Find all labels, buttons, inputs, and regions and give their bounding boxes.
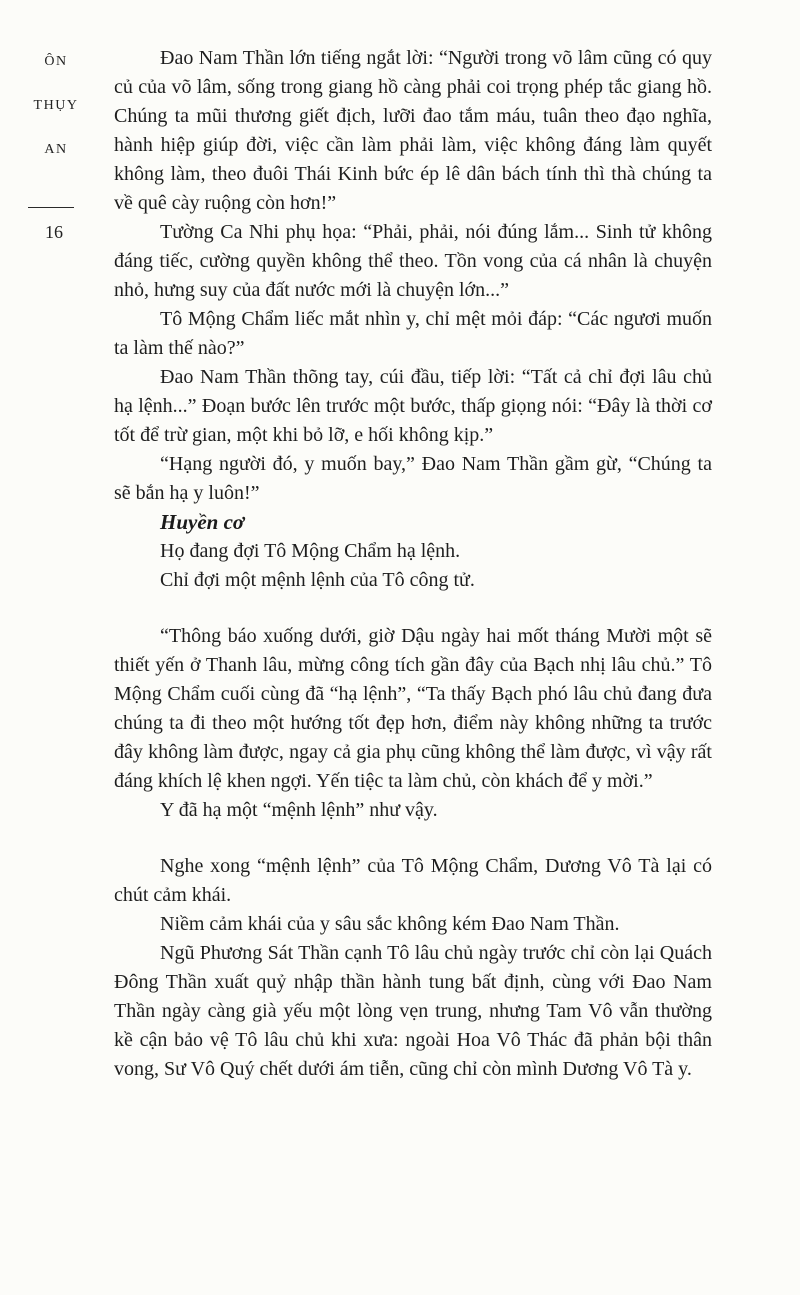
left-margin [26, 54, 86, 186]
paragraph: Niềm cảm khái của y sâu sắc không kém Đao Nam Thần. [160, 913, 620, 935]
paragraph: Tường Ca Nhi phụ họa: “Phải, phải, nói đúng lắm... Sinh tử không đáng tiếc, cường quyền không thể theo. Tồn vong của cá nhân là chuyện nhỏ, hưng suy của đất nước mới là chuyện lớn...” [114, 221, 712, 301]
margin-divider [28, 207, 74, 208]
margin-author-line: ÔN [44, 54, 68, 69]
paragraph: “Hạng người đó, y muốn bay,” Đao Nam Thần gầm gừ, “Chúng ta sẽ bắn hạ y luôn!” [114, 453, 712, 504]
paragraph: Ngũ Phương Sát Thần cạnh Tô lâu chủ ngày trước chỉ còn lại Quách Đông Thần xuất quỷ nhập thần hành tung bất định, cùng với Đao Nam Thần ngày càng già yếu một lòng vẹn trung, nhưng Tam Vô vẫn thường kề cận bảo vệ Tô lâu chủ khi xưa: ngoài Hoa Vô Thác đã phản bội thân vong, Sư Vô Quý chết dưới ám tiễn, cũng chỉ còn mình Dương Vô Tà y. [114, 942, 712, 1080]
paragraph: Đao Nam Thần lớn tiếng ngắt lời: “Người trong võ lâm cũng có quy củ của võ lâm, sống trong giang hồ càng phải coi trọng phép tắc giang hồ. Chúng ta mũi thương giết địch, lưỡi đao tắm máu, tuân theo đạo nghĩa, hành hiệp giúp đời, việc cần làm phải làm, việc không đáng làm quyết không làm, theo đuôi Thái Kinh bức ép lê dân bách tính thì thà chúng ta về quê cày ruộng còn hơn!” [114, 47, 712, 214]
section-header: Huyền cơ [160, 510, 245, 534]
paragraph: “Thông báo xuống dưới, giờ Dậu ngày hai mốt tháng Mười một sẽ thiết yến ở Thanh lâu, mừng công tích gần đây của Bạch nhị lâu chủ.” Tô Mộng Chẩm cuối cùng đã “hạ lệnh”, “Ta thấy Bạch phó lâu chủ đang đưa chúng ta đi theo một hướng tốt đẹp hơn, điểm này không những ta trước đây không làm được, ngay cả gia phụ cũng không thể làm được, vì vậy rất đáng khích lệ khen ngợi. Yến tiệc ta làm chủ, còn khách để y mời.” [114, 625, 712, 792]
margin-author-line: THỤY [33, 98, 79, 113]
paragraph: Y đã hạ một “mệnh lệnh” như vậy. [160, 799, 438, 821]
paragraph: Nghe xong “mệnh lệnh” của Tô Mộng Chẩm, Dương Vô Tà lại có chút cảm khái. [114, 855, 712, 906]
paragraph: Đao Nam Thần thõng tay, cúi đầu, tiếp lời: “Tất cả chỉ đợi lâu chủ hạ lệnh...” Đoạn bước lên trước một bước, thấp giọng nói: “Đây là thời cơ tốt để trừ gian, một khi bỏ lỡ, e hối không kịp.” [114, 366, 712, 446]
page-number: 16 [45, 222, 63, 242]
paragraph: Tô Mộng Chẩm liếc mắt nhìn y, chỉ mệt mỏi đáp: “Các ngươi muốn ta làm thế nào?” [114, 308, 712, 359]
paragraph: Họ đang đợi Tô Mộng Chẩm hạ lệnh. [160, 540, 461, 562]
text-column [114, 44, 712, 1084]
margin-author-line: AN [44, 142, 68, 157]
paragraph: Chỉ đợi một mệnh lệnh của Tô công tử. [160, 569, 475, 591]
